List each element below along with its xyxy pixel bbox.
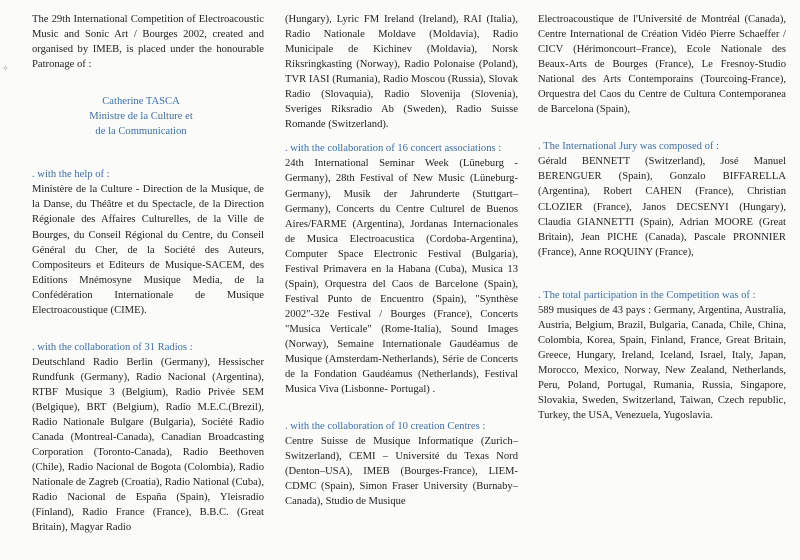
- help-paragraph: Ministère de la Culture - Direction de la Musique, de la Danse, du Théâtre et du Spectacle, de la Direction Régionale des Affaires Culturelles, de la Ville de Bourges, du Conseil Régional du Centre, du Conseil Général du Cher, de la Société des Auteurs, Compositeurs et Editeurs de Musique-SACEM, des Editions Mnémosyne Musique Media, de la Confédération Internationale de Musique Electroacoustique (CIME).: [32, 184, 264, 316]
- column-middle: [285, 12, 518, 509]
- margin-mark: ✧: [2, 64, 9, 73]
- radios-paragraph-part1: Deutschland Radio Berlin (Germany), Hessischer Rundfunk (Germany), Radio Nacional (Argentina), RTBF Musique 3 (Belgium), Radio Privée SEM (Belgique), BRT (Belgium), Radio M.E.C.(Brezil), Radio Nationale Bulgare (Bulgaria), Société Radio Canada (Montreal-Canada), Canadian Broadcasting Corporation (Toronto-Canada), Radio Beethoven (Chile), Radio Nacional de Bogota (Colombia), Radio Nationale de Zagreb (Croatia), Radio National (Cuba), Radio Nacional de España (Spain), Yleisradio (Finland), Radio France (France), B.B.C. (Great Britain), Magyar Radio: [32, 356, 264, 534]
- concerts-paragraph: 24th International Seminar Week (Lüneburg - Germany), 28th Festival of New Music (Lüneburg-Germany), Musik der Jahrunderte (Stuttgart–Germany), Concerts du Centre Culturel de Buenos Aires/FARME (Argentina), Jordanas Internacionales de Musica Electroacustica (Cordoba-Argentina), Computer Space Electronic Festival (Bulgaria), Festival Primavera en la Habana (Cuba), Musica 13 (Spain), Orquestra del Caos de Barcelone (Spain), Festival Punto de Encuentro (Spain), "Synthèse 2002"-32e Festival / Bourges (France), Concerts "Musica Verticale" (Rome-Italia), Sound Images (Norway), Semaine Internationale Gaudéamus de Musique (Amsterdam-Netherlands), Série de Concerts de la Fondation Gaudéamus (Netherlands), Festival Musica Viva (Lisbonne- Portugal) .: [285, 158, 518, 396]
- centres-paragraph-part2: Electroacoustique de l'Université de Montréal (Canada), Centre International de Création Vidéo Pierre Schaeffer / CICV (Hérimoncourt–France), Ecole Nationale des Beaux-Arts de Bourges (France), Le Fresnoy-Studio National des Arts Contemporains (Tourcoing-France), Orquestra del Caos du Centre de Cultura Contemporanea de Barcelona (Spain),: [538, 14, 786, 116]
- column-left: [32, 12, 264, 535]
- centres-heading: . with the collaboration of 10 creation Centres :: [285, 421, 486, 433]
- patron-name: Catherine TASCA: [102, 96, 180, 108]
- patron-title-line1: Ministre de la Culture et: [89, 111, 193, 123]
- intro-paragraph: The 29th International Competition of Electroacoustic Music and Sonic Art / Bourges 2002, created and organised by IMEB, is placed under the honourable Patronage of :: [32, 14, 264, 71]
- column-right: [538, 12, 786, 423]
- jury-paragraph: Gérald BENNETT (Switzerland), José Manuel BERENGUER (Spain), Gonzalo BIFFARELLA (Argentina), Robert CAHEN (France), Christian CLOZIER (France), Janos DECSENYI (Hungary), Claudia GIANNETTI (Spain), Adrian MOORE (Great Britain), Jean PICHE (Canada), Pascale PRONNIER (France), Anne ROQUINY (France),: [538, 156, 786, 258]
- patron-title-line2: de la Communication: [95, 126, 187, 138]
- radios-paragraph-part2: (Hungary), Lyric FM Ireland (Ireland), RAI (Italia), Radio Nationale Moldave (Moldavia), Radio Municipale de Kichinev (Moldavia), Norsk Riksringkasting (Norway), Radio Polonaise (Poland), TVR IASI (Rumania), Radio Moscou (Russia), Slovak Radio (Slovaquia), Radio Slovenija (Slovenia), Sveriges Riksradio Ab (Sweden), Radio Suisse Romande (Switzerland).: [285, 14, 518, 131]
- help-heading: . with the help of :: [32, 169, 110, 181]
- jury-heading: . The International Jury was composed of :: [538, 141, 720, 153]
- participation-heading: . The total participation in the Competition was of :: [538, 289, 756, 301]
- participation-paragraph: 589 musiques de 43 pays : Germany, Argentina, Australia, Austria, Belgium, Brazil, Bulgaria, Canada, Chile, China, Colombia, Korea, Spain, Finland, France, Great Britain, Greece, Hungary, Ireland, Iceland, Israel, Italy, Japan, Morocco, Mexico, Norway, New Zealand, Netherlands, Peru, Poland, Portugal, Rumania, Russia, Singapore, Slovakia, Sweden, Switzerland, Taiwan, Czech republic, Turkey, the USA, Venezuela, Yugoslavia.: [538, 304, 786, 422]
- concerts-heading: . with the collaboration of 16 concert associations :: [285, 143, 502, 155]
- radios-heading: . with the collaboration of 31 Radios :: [32, 341, 193, 353]
- centres-paragraph-part1: Centre Suisse de Musique Informatique (Zurich–Switzerland), CEMI – Université du Texas Nord (Denton–USA), IMEB (Bourges-France), LIEM-CDMC (Spain), Simon Fraser University (Burnaby–Canada), Studio de Musique: [285, 436, 518, 508]
